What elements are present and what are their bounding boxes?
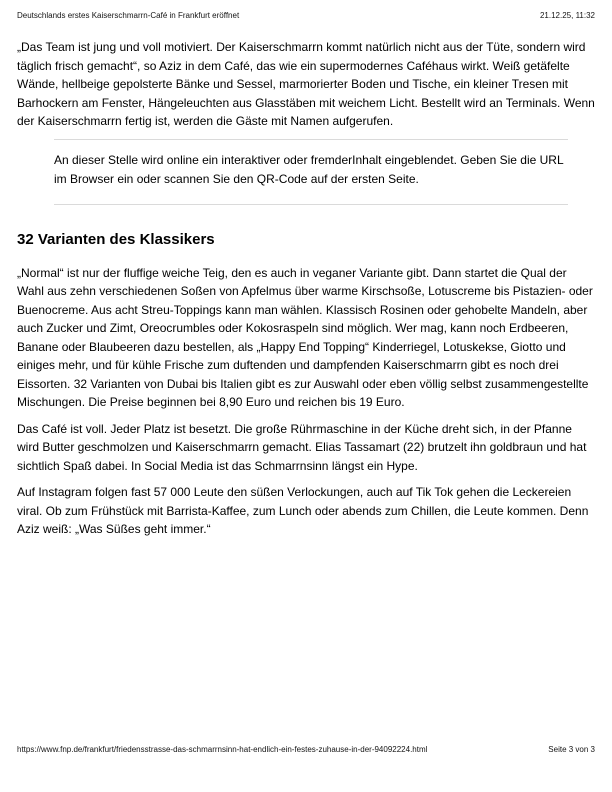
header-document-title: Deutschlands erstes Kaiserschmarrn-Café in Frankfurt eröffnet [17,11,240,20]
article-paragraph-4: Auf Instagram folgen fast 57 000 Leute den süßen Verlockungen, auch auf Tik Tok gehen die Leckereien viral. Ob zum Frühstück mit Barrista-Kaffee, zum Lunch oder abends zum Chillen, die Leute kommen. Denn Aziz weiß: „Was Süßes geht immer.“ [17,485,589,536]
footer-source-url: https://www.fnp.de/frankfurt/friedensstrasse-das-schmarrnsinn-hat-endlich-ein-festes-zuhause-in-der-94092224.html [17,745,428,754]
print-footer [17,745,595,755]
article-paragraph-2: „Normal“ ist nur der fluffige weiche Teig, den es auch in veganer Variante gibt. Dann startet die Qual der Wahl aus zehn verschiedenen Soßen von Apfelmus über warme Kirschsoße, Lotuscreme bis Pistazien- oder Buenocreme. Aus acht Streu-Toppings kann man wählen. Klassisch Rosinen oder gehobelte Mandeln, aber auch Zucker und Zimt, Oreocrumbles oder Kokosraspeln sind möglich. Wer mag, kann noch Erdbeeren, Banane oder Blaubeeren dazu bestellen, als „Happy End Topping“ Kinderriegel, Lotuskekse, Giotto und einiges mehr, und für kühle Frische zum duftenden und dampfenden Kaiserschmarrn gibt es noch drei Eissorten. 32 Varianten von Dubai bis Italien gibt es zur Auswahl oder eben völlig selbst zusammengestellte Mischungen. Die Preise beginnen bei 8,90 Euro und reichen bis 19 Euro. [17,265,593,409]
print-header [17,11,595,21]
article-paragraph-1: „Das Team ist jung und voll motiviert. Der Kaiserschmarrn kommt natürlich nicht aus der Tüte, sondern wird täglich frisch gemacht“, so Aziz in dem Café, das wie ein supermodernes Caféhaus wirkt. Weiß getäfelte Wände, hellbeige gepolsterte Bänke und Sessel, marmorierter Boden und Tische, ein kleiner Tresen mit Barhockern am Fenster, Hängeleuchten aus Glasstäben mit weichem Licht. Bestellt wird an Terminals. Wenn der Kaiserschmarrn fertig ist, werden die Gäste mit Namen aufgerufen. [17,40,595,128]
section-heading: 32 Varianten des Klassikers [17,230,215,248]
header-datetime: 21.12.25, 11:32 [539,11,595,20]
article-content [17,38,595,547]
embed-notice-box [54,139,568,205]
footer-page-indicator: Seite 3 von 3 [548,745,595,754]
embed-notice-text: An dieser Stelle wird online ein interaktiver oder fremderInhalt eingeblendet. Geben Sie die URL im Browser ein oder scannen Sie den QR-Code auf der ersten Seite. [54,152,564,186]
article-paragraph-3: Das Café ist voll. Jeder Platz ist besetzt. Die große Rührmaschine in der Küche dreht sich, in der Pfanne wird Butter geschmolzen und Kaiserschmarrn gemacht. Elias Tassamart (22) brutzelt ihn goldbraun und hat sichtlich Spaß dabei. In Social Media ist das Schmarrnsinn längst ein Hype. [17,421,587,473]
